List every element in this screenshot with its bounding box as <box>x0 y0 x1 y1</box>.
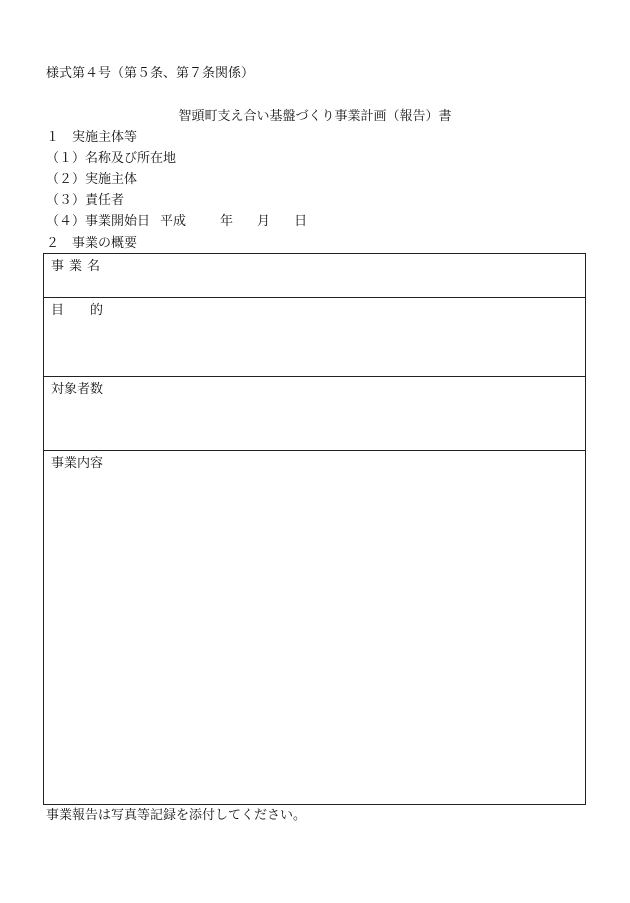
document-title: 智頭町支え合い基盤づくり事業計画（報告）書 <box>178 109 452 124</box>
label-project-content: 事業内容 <box>51 456 104 471</box>
section-2-heading: ２ 事業の概要 <box>46 236 138 251</box>
overview-table <box>43 253 586 805</box>
row-target-count[interactable] <box>44 377 585 451</box>
start-date-era: 平成 <box>160 214 187 229</box>
item-start-date <box>46 215 307 228</box>
row-purpose[interactable] <box>44 298 585 377</box>
label-target-count: 対象者数 <box>51 382 104 397</box>
label-project-name: 事業名 <box>51 259 106 274</box>
section-1-heading: １ 実施主体等 <box>46 130 138 145</box>
item-responsible-person: （３）責任者 <box>46 193 125 208</box>
item-implementer: （２）実施主体 <box>46 172 138 187</box>
item-name-and-address: （１）名称及び所在地 <box>46 151 177 166</box>
start-date-year: 年 <box>220 214 234 229</box>
label-purpose: 目的 <box>51 303 130 318</box>
row-project-name[interactable] <box>44 254 585 298</box>
start-date-label: （４）事業開始日 <box>46 214 151 229</box>
start-date-day: 日 <box>294 214 308 229</box>
form-number: 様式第４号（第５条、第７条関係） <box>46 66 255 81</box>
start-date-month: 月 <box>257 214 271 229</box>
footer-note: 事業報告は写真等記録を添付してください。 <box>46 808 307 823</box>
row-project-content[interactable] <box>44 451 585 804</box>
